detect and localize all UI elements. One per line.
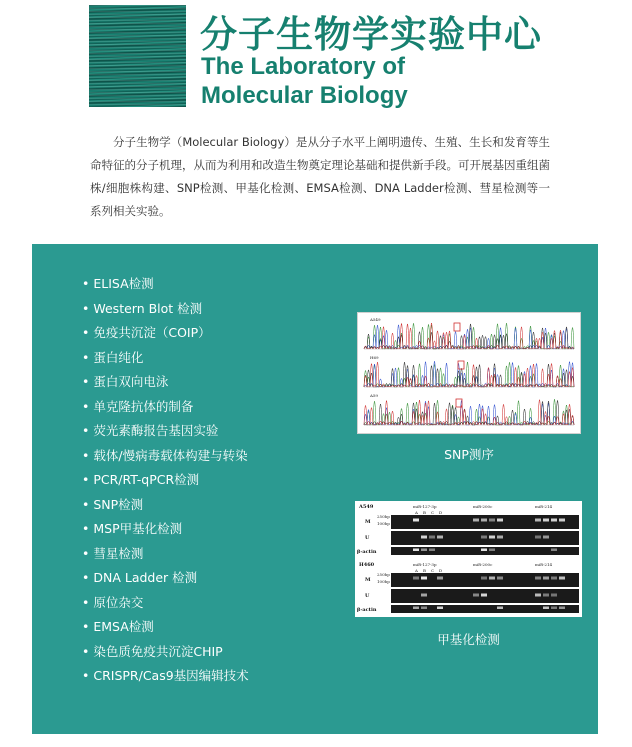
gel-band (489, 536, 495, 539)
service-item: • DNA Ladder 检测 (82, 566, 249, 591)
snp-sequencing-figure (357, 312, 581, 434)
service-item: • 蛋白纯化 (82, 346, 249, 371)
lane-label: B (423, 510, 426, 515)
row-label: U (365, 535, 370, 541)
title-english-line-1: The Laboratory of (201, 53, 406, 80)
snp-caption: SNP测序 (444, 447, 494, 462)
gel-band (481, 536, 487, 539)
service-item: • PCR/RT-qPCR检测 (82, 468, 249, 493)
snp-track-label: H69 (370, 355, 379, 360)
snp-track-2 (364, 355, 574, 387)
service-item: • 单克隆抗体的制备 (82, 395, 249, 420)
row-label: U (365, 593, 370, 599)
gel-band (481, 577, 487, 580)
gel-band (481, 594, 487, 597)
service-item: • CRISPR/Cas9基因编辑技术 (82, 664, 249, 689)
gene-label: miR-200c (473, 562, 493, 567)
services-list (82, 272, 249, 689)
gel-block-2 (357, 562, 579, 613)
snp-track-label: A549 (370, 317, 381, 322)
gel-band (481, 519, 487, 522)
methylation-caption: 甲基化检测 (437, 632, 500, 647)
gel-band (535, 536, 541, 539)
gel-band (551, 577, 557, 580)
gel-band (421, 536, 427, 539)
lane-label: A (415, 568, 418, 573)
lane-label: D (439, 568, 443, 573)
services-panel (32, 244, 598, 734)
title-english (201, 52, 408, 110)
row-label: β-actin (357, 607, 377, 613)
snp-track-label: A59 (370, 393, 378, 398)
service-item: • MSP甲基化检测 (82, 517, 249, 542)
snp-trace-line (364, 324, 574, 349)
service-item: • 彗星检测 (82, 542, 249, 567)
gel-band (429, 536, 435, 539)
cell-line-label: H460 (359, 562, 375, 568)
gel-band (551, 607, 557, 610)
gel-band (551, 594, 557, 597)
gel-band (489, 577, 495, 580)
snp-chromatogram (358, 313, 580, 433)
gel-lane-actin (391, 605, 579, 613)
gel-band (559, 519, 565, 522)
service-item: • 染色质免疫共沉淀CHIP (82, 640, 249, 665)
lane-label: D (439, 510, 443, 515)
gel-band (413, 577, 419, 580)
title-english-line-2: Molecular Biology (201, 82, 408, 109)
service-item: • 蛋白双向电泳 (82, 370, 249, 395)
service-item: • 免疫共沉淀（COIP） (82, 321, 249, 346)
gene-label: miR-127-3p (413, 504, 437, 509)
ladder-mark: 100bp (377, 521, 390, 526)
gel-band (551, 549, 557, 552)
row-label: M (365, 577, 371, 583)
gel-band (481, 549, 487, 552)
gel-band (497, 577, 503, 580)
gel-band (421, 549, 427, 552)
gel-band (543, 594, 549, 597)
gel-band (543, 607, 549, 610)
lane-label: C (431, 568, 435, 573)
gel-band (543, 536, 549, 539)
snp-track-3 (364, 393, 574, 425)
cell-line-label: A549 (359, 504, 374, 510)
gel-band (437, 536, 443, 539)
gel-band (489, 519, 495, 522)
gel-band (489, 549, 495, 552)
lane-label: B (423, 568, 426, 573)
ladder-mark: 100bp (377, 579, 390, 584)
gel-lane-m (391, 515, 579, 529)
gel-band (535, 594, 541, 597)
gel-block-1 (357, 504, 579, 555)
intro-paragraph: 分子生物学（Molecular Biology）是从分子水平上阐明遗传、生殖、生长和发育等生命特征的分子机理，从而为利用和改造生物奠定理论基础和提供新手段。可开展基因重组菌株/细胞株构建、SNP检测、甲基化检测、EMSA检测、DNA Ladder检测、彗星检测等一系列相关实验。 (90, 135, 550, 218)
ladder-mark: 250bp (377, 514, 390, 519)
gel-band (497, 536, 503, 539)
gel-band (473, 594, 479, 597)
methylation-figure (355, 501, 582, 617)
methylation-gel (355, 501, 582, 617)
row-label: M (365, 519, 371, 525)
gel-band (559, 577, 565, 580)
gel-band (497, 519, 503, 522)
service-item: • 荧光素酶报告基因实验 (82, 419, 249, 444)
header-logo-block (89, 5, 186, 107)
service-item: • 载体/慢病毒载体构建与转染 (82, 444, 249, 469)
lane-label: A (415, 510, 418, 515)
gel-band (543, 577, 549, 580)
gene-label: miR-200c (473, 504, 493, 509)
gel-band (413, 607, 419, 610)
gel-band (421, 577, 427, 580)
gene-label: miR-214 (535, 504, 553, 509)
gel-lane-m (391, 573, 579, 587)
gel-band (413, 549, 419, 552)
lane-label: C (431, 510, 435, 515)
gel-band (497, 607, 503, 610)
title-chinese: 分子生物学实验中心 (200, 13, 542, 56)
gel-band (473, 519, 479, 522)
gel-band (421, 594, 427, 597)
service-item: • ELISA检测 (82, 272, 249, 297)
gel-band (421, 607, 427, 610)
snp-highlight-marker (454, 323, 460, 331)
gel-band (437, 577, 443, 580)
service-item: • SNP检测 (82, 493, 249, 518)
row-label: β-actin (357, 549, 377, 555)
service-item: • 原位杂交 (82, 591, 249, 616)
gel-band (413, 519, 419, 522)
snp-trace-line (364, 400, 574, 425)
gel-band (543, 519, 549, 522)
gel-band (437, 607, 443, 610)
gel-band (551, 519, 557, 522)
gel-band (429, 549, 435, 552)
gel-band (559, 607, 565, 610)
gene-label: miR-214 (535, 562, 553, 567)
service-item: • Western Blot 检测 (82, 297, 249, 322)
service-item: • EMSA检测 (82, 615, 249, 640)
snp-track-1 (364, 317, 574, 349)
gel-band (535, 577, 541, 580)
gel-band (535, 519, 541, 522)
ladder-mark: 250bp (377, 572, 390, 577)
gene-label: miR-127-3p (413, 562, 437, 567)
